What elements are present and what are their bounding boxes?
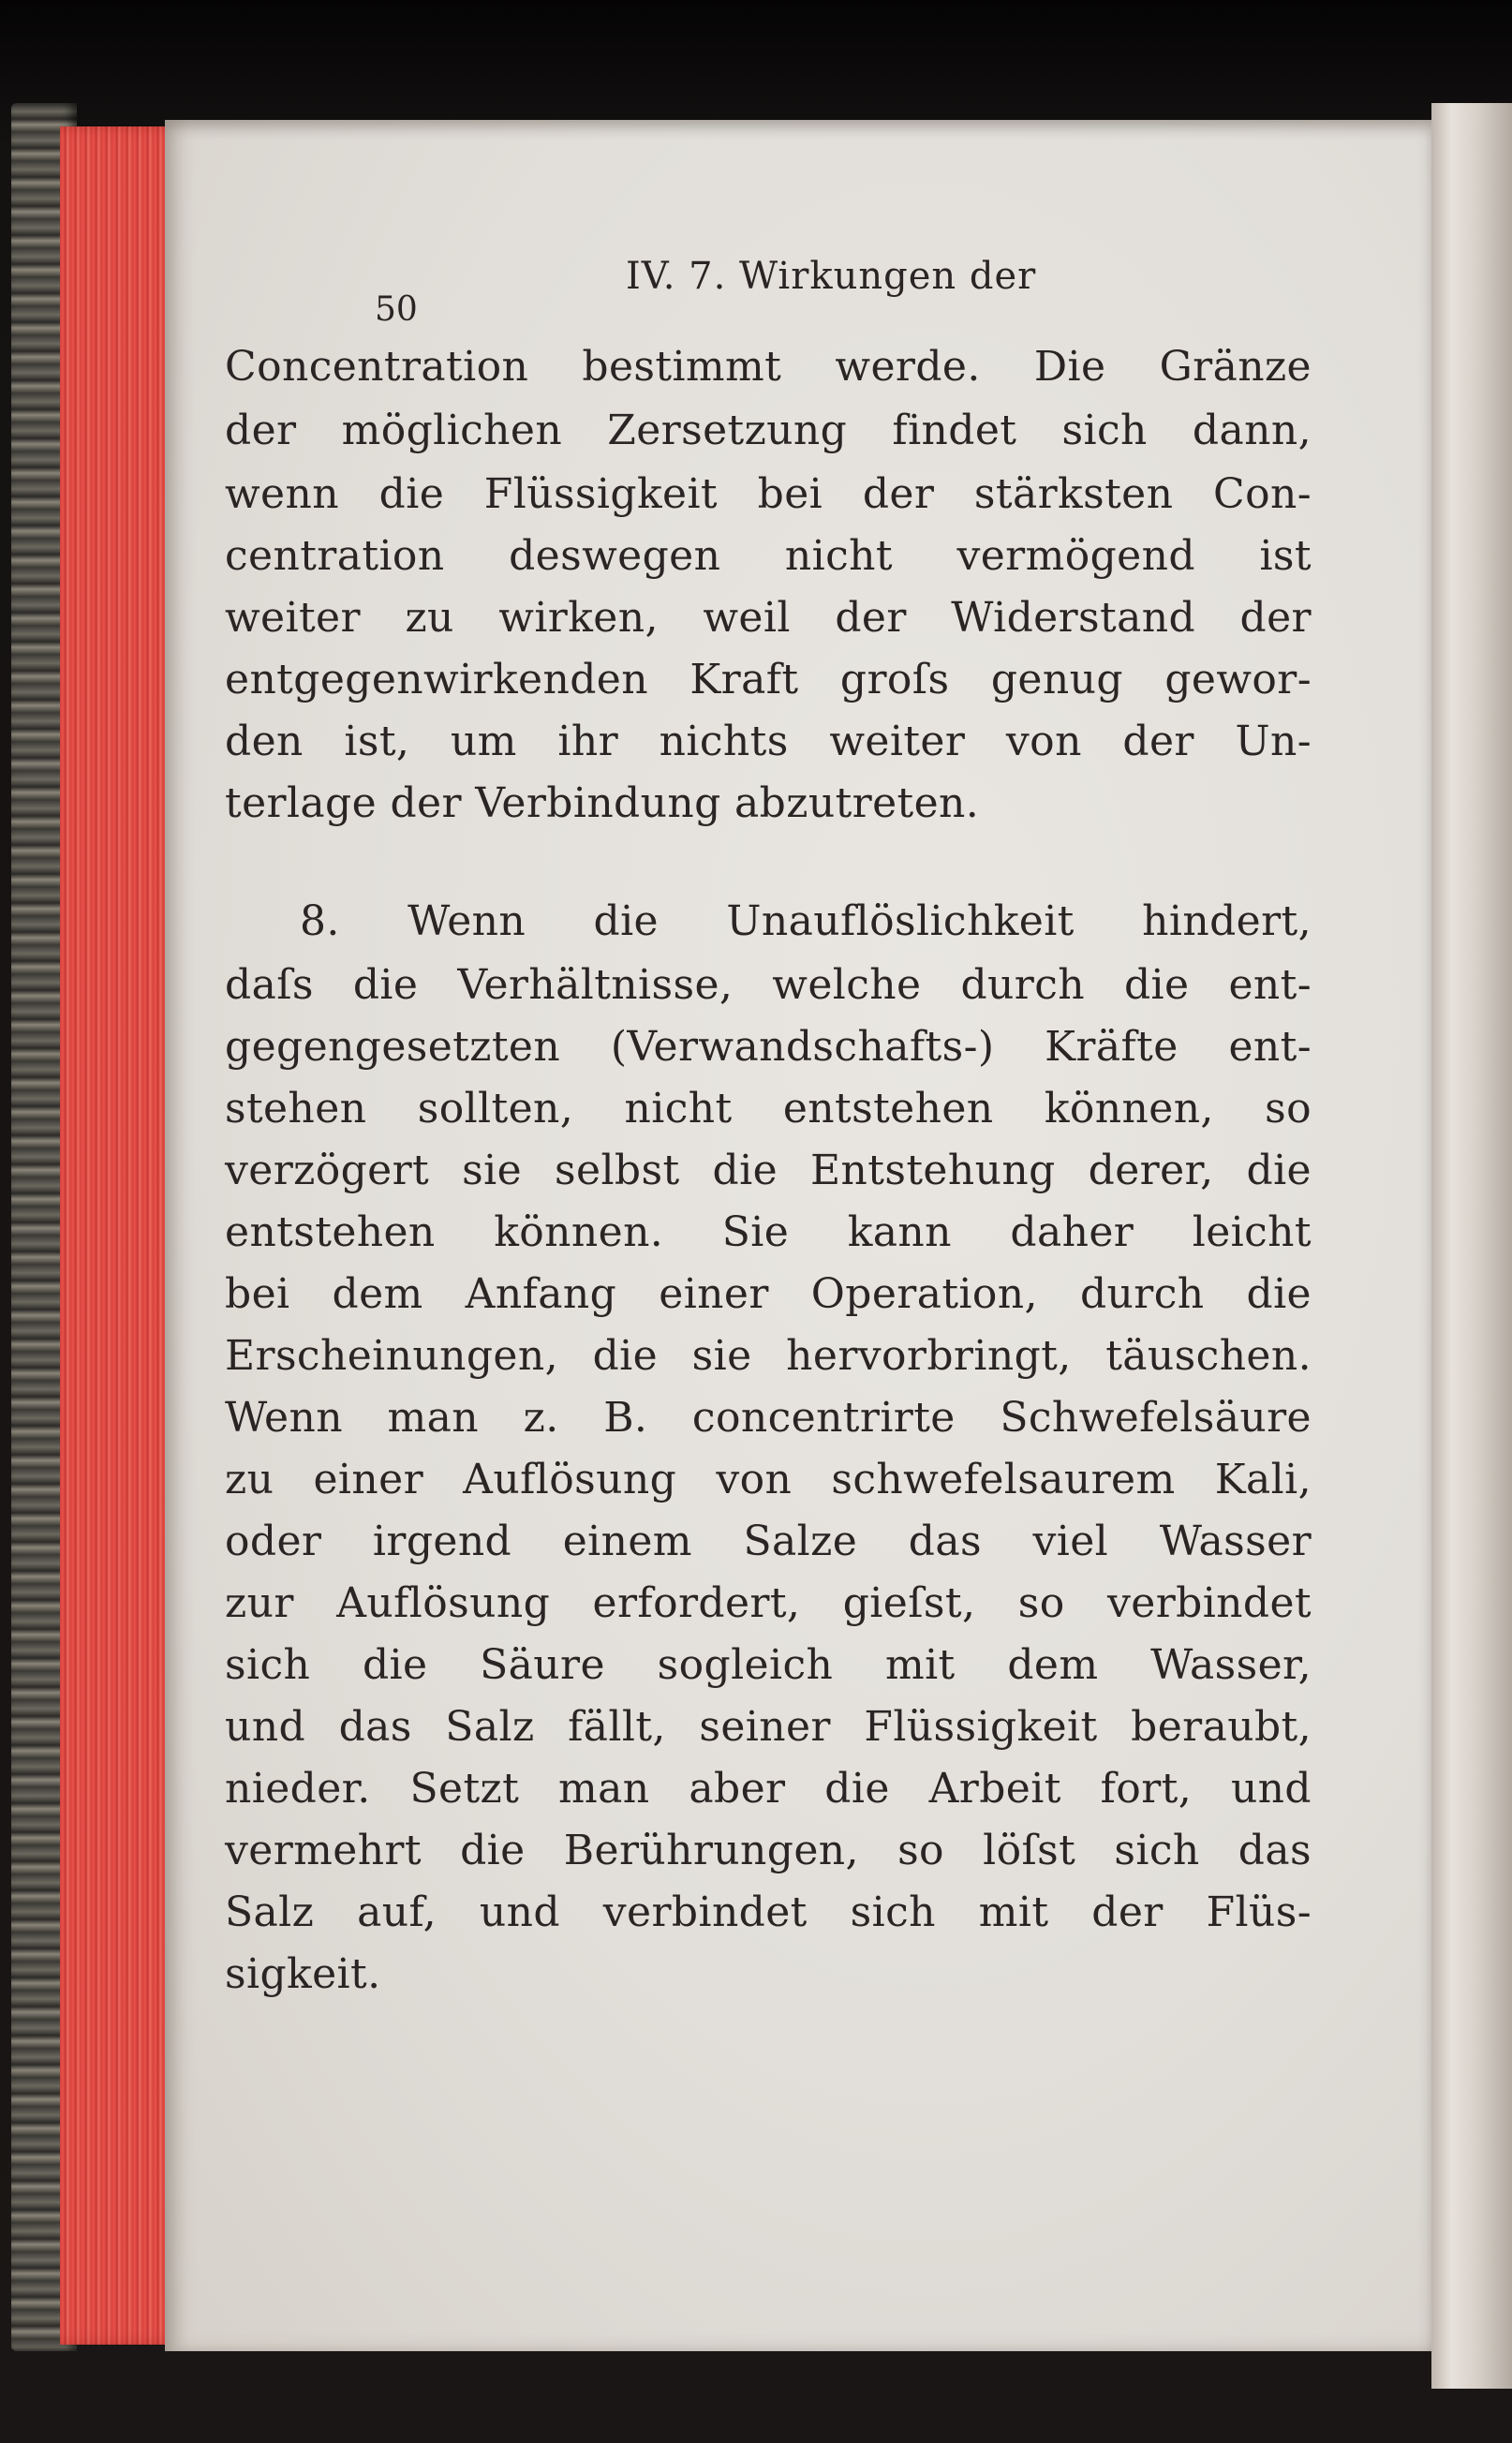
text-line: weiter zu wirken, weil der Widerstand der (225, 594, 1312, 642)
text-line: wenn die Flüssigkeit bei der stärksten Con- (225, 470, 1312, 518)
text-line: den ist, um ihr nichts weiter von der Un- (225, 718, 1312, 765)
text-line: Concentration bestimmt werde. Die Gränze (225, 343, 1312, 391)
page-number: 50 (375, 290, 418, 329)
text-line: daſs die Verhältnisse, welche durch die ent- (225, 961, 1312, 1009)
text-line: Salz auf, und verbindet sich mit der Flüs- (225, 1888, 1312, 1936)
text-line: gegengesetzten (Verwandschafts-) Kräfte ent- (225, 1023, 1312, 1071)
text-line: und das Salz fällt, seiner Flüssigkeit beraubt, (225, 1703, 1312, 1751)
text-line: sich die Säure sogleich mit dem Wasser, (225, 1641, 1312, 1689)
text-line: verzögert sie selbst die Entstehung derer, die (225, 1147, 1312, 1194)
text-line: zur Auflösung erfordert, gieſst, so verbindet (225, 1579, 1312, 1627)
text-line: der möglichen Zersetzung findet sich dann, (225, 407, 1312, 454)
text-line: bei dem Anfang einer Operation, durch die (225, 1270, 1312, 1318)
text-line: centration deswegen nicht vermögend ist (225, 532, 1312, 580)
running-title: IV. 7. Wirkungen der (626, 255, 1037, 298)
text-line: Wenn man z. B. concentrirte Schwefelsäure (225, 1394, 1312, 1442)
text-line: entstehen können. Sie kann daher leicht (225, 1208, 1312, 1256)
text-line: sigkeit. (225, 1950, 381, 1998)
text-line: terlage der Verbindung abzutreten. (225, 779, 980, 827)
text-line: Erscheinungen, die sie hervorbringt, täuschen. (225, 1332, 1312, 1380)
text-line: entgegenwirkenden Kraft groſs genug gewor- (225, 656, 1312, 703)
text-line: zu einer Auflösung von schwefelsaurem Kali, (225, 1456, 1312, 1503)
text-line: oder irgend einem Salze das viel Wasser (225, 1518, 1312, 1565)
text-line: stehen sollten, nicht entstehen können, so (225, 1085, 1312, 1133)
text-line: nieder. Setzt man aber die Arbeit fort, und (225, 1765, 1312, 1813)
text-line: vermehrt die Berührungen, so löſst sich das (225, 1827, 1312, 1874)
facing-page-edge (1431, 103, 1512, 2389)
paragraph-start-line: 8. Wenn die Unauflöslichkeit hindert, (300, 897, 1312, 945)
